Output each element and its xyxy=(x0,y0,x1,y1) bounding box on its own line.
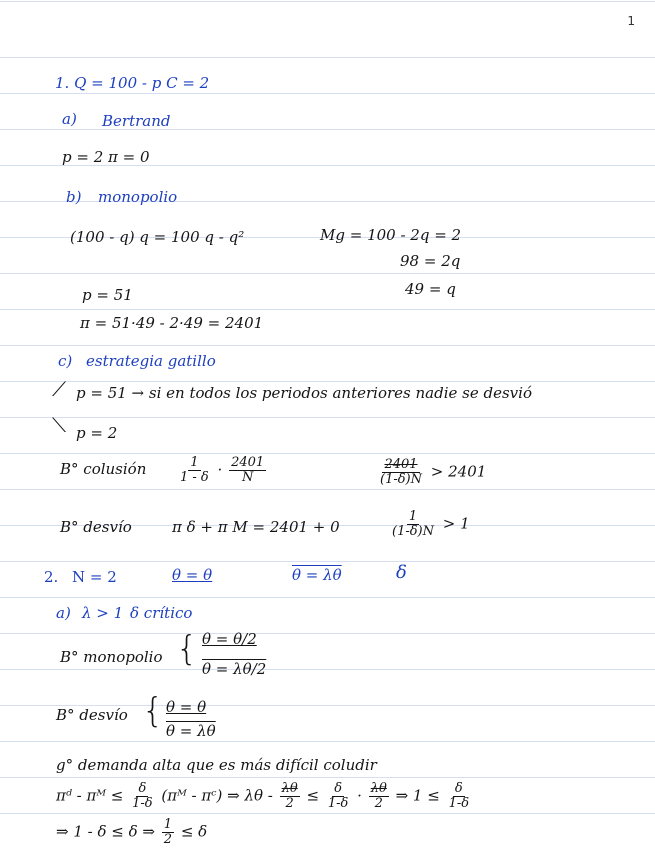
q1c-deviation-label: B° desvío xyxy=(60,518,132,536)
q1b-label: b) xyxy=(66,188,82,206)
q2-theta-low: θ = θ xyxy=(172,566,213,584)
q2-delta: δ xyxy=(396,562,407,583)
q2a-inequality: πᵈ - πᴹ ≤ $\frac{\delta}{1-\delta}$ (πᴹ - πᶜ) ⇒ λθ - $\frac{\lambda\theta}{2}$ ≤ $\frac{\delta}{1-\delta}$ · $\frac{\lambda\theta}{2}$ ⇒ 1 ≤ $\frac{\delta}{1-\delta}$ xyxy=(56,781,470,811)
q2a-deviation-line-1: θ = θ xyxy=(166,698,207,716)
q2-n: N = 2 xyxy=(72,568,117,586)
q1a-equation: p = 2 π = 0 xyxy=(62,148,150,166)
page-number: 1 xyxy=(627,14,635,28)
q2a-monopoly-line-2: θ = λθ/2 xyxy=(202,660,267,678)
q1c-label: c) xyxy=(58,352,73,370)
q2-theta-high: θ = λθ xyxy=(292,566,342,584)
q1b-price: p = 51 xyxy=(82,286,133,304)
q2-number: 2. xyxy=(44,568,59,586)
q2a-deviation-brace: { xyxy=(142,691,164,731)
q1a-title: Bertrand xyxy=(102,112,171,130)
q2a-monopoly-brace: { xyxy=(176,629,198,669)
q2a-monopoly-label: B° monopolio xyxy=(60,648,163,666)
q1b-marginal-1: Mg = 100 - 2q = 2 xyxy=(320,226,462,244)
q1b-title: monopolio xyxy=(98,188,178,206)
q2a-note: g° demanda alta que es más difícil coludir xyxy=(56,756,377,774)
q2a-deviation-label: B° desvío xyxy=(56,706,128,724)
q1b-marginal-2: 98 = 2q xyxy=(400,252,461,270)
q1c-collusion-compare: $\frac{2401}{(1-\delta)N}$ > 2401 xyxy=(380,457,487,487)
q1-header: 1. Q = 100 - p C = 2 xyxy=(55,74,210,92)
q1c-collusion-expr: $\frac{1}{1 - \delta}$ · $\frac{2401}{N}$ xyxy=(180,455,265,485)
q2a-title: δ crítico xyxy=(130,604,193,622)
q1c-branch-down: ⟍ xyxy=(52,413,66,437)
q1b-profit: π = 51·49 - 2·49 = 2401 xyxy=(80,314,264,332)
q1c-rule-2: p = 2 xyxy=(76,424,118,442)
q2a-condition: λ > 1 xyxy=(82,604,124,622)
q2a-final: ⇒ 1 - δ ≤ δ ⇒ $\frac{1}{2}$ ≤ δ xyxy=(56,817,208,847)
q1a-label: a) xyxy=(62,110,77,128)
q1b-marginal-3: 49 = q xyxy=(405,280,456,298)
q2a-label: a) xyxy=(56,604,71,622)
q1c-collusion-label: B° colusión xyxy=(60,460,147,478)
q2a-monopoly-line-1: θ = θ/2 xyxy=(202,630,257,648)
q1c-rule-1: p = 51 → si en todos los periodos anteriores nadie se desvió xyxy=(76,384,532,402)
q1b-revenue: (100 - q) q = 100 q - q² xyxy=(70,228,245,246)
q1c-title: estrategia gatillo xyxy=(86,352,216,370)
q1c-deviation-eq: π δ + π M = 2401 + 0 xyxy=(172,518,340,536)
q2a-deviation-line-2: θ = λθ xyxy=(166,722,216,740)
q1c-deviation-compare: $\frac{1}{(1-\delta)N}$ > 1 xyxy=(392,509,470,539)
q1c-branch-up: ⟋ xyxy=(52,377,66,401)
